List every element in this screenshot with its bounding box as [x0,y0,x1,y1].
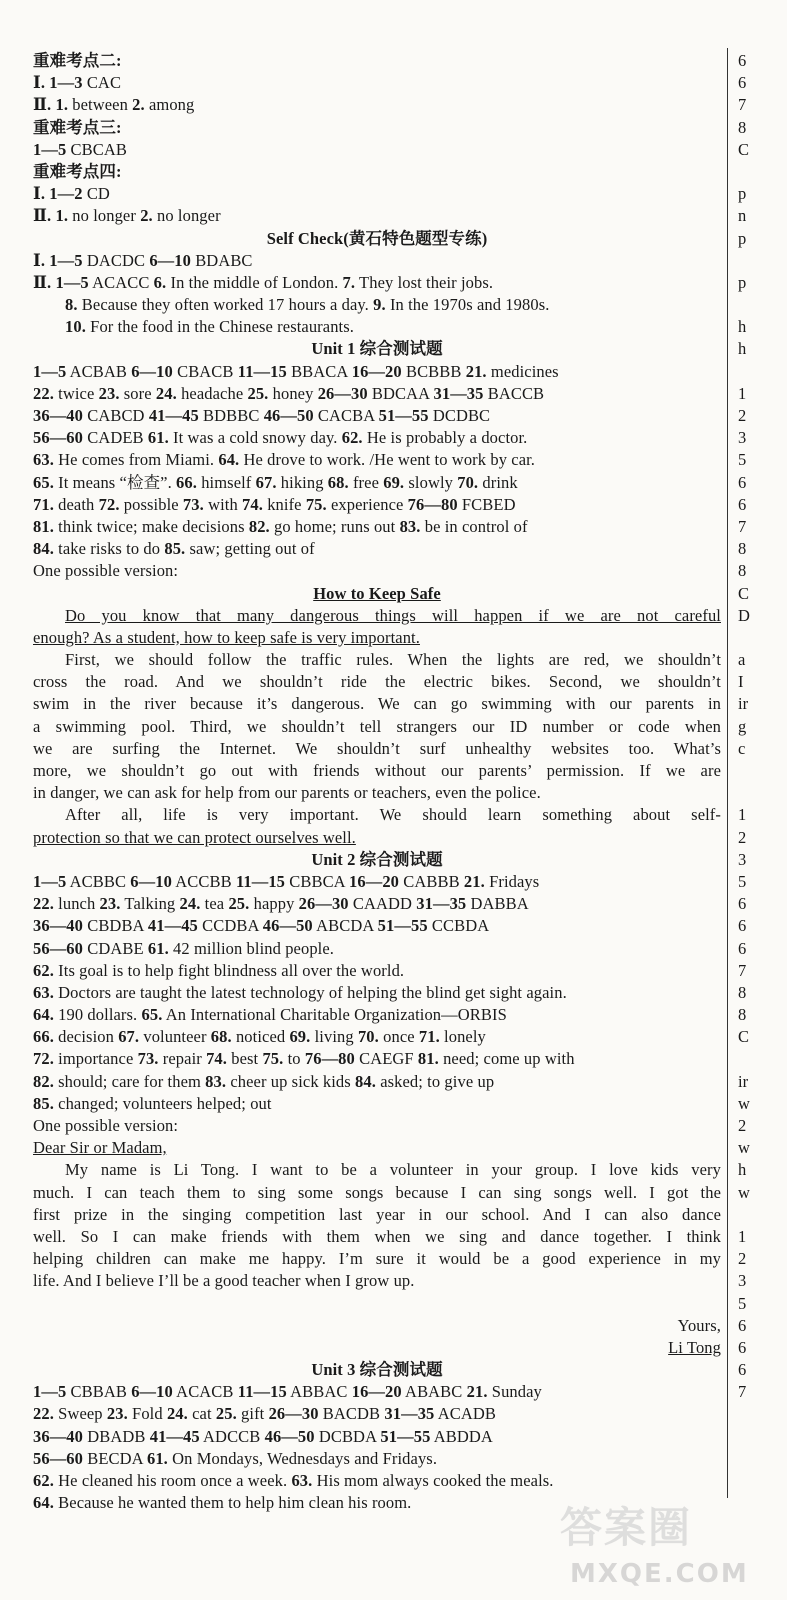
answer-line: 1—5 ACBAB 6—10 CBACB 11—15 BBACA 16—20 BCBBB 21. medicines [33,361,559,381]
edge-fragment: 6 [738,916,747,936]
answer-line: 84. take risks to do 85. saw; getting out of [33,539,315,559]
edge-fragment: a [738,650,746,670]
answer-line: helping children can make me happy. I’m sure it would be a good experience in my [33,1249,721,1269]
edge-fragment: 6 [738,894,747,914]
answer-line: 重难考点二: [33,51,122,70]
edge-fragment: 5 [738,450,747,470]
edge-fragment: 6 [738,51,747,70]
edge-fragment: C [738,583,750,603]
edge-fragment [738,294,787,316]
answer-line: 85. changed; volunteers helped; out [33,1093,272,1113]
answer-line: One possible version: [33,561,179,581]
answer-line: 64. 190 dollars. 65. An International Charitable Organization—ORBIS [33,1005,507,1025]
answer-line: 62. Its goal is to help fight blindness all over the world. [33,960,405,980]
edge-fragment: 1 [738,383,747,403]
answer-line: One possible version: [33,1116,179,1135]
answer-line: 36—40 CBDBA 41—45 CCDBA 46—50 ABCDA 51—55 CCBDA [33,916,490,936]
answer-line: 22. twice 23. sore 24. headache 25. honey 26—30 BDCAA 31—35 BACCB [33,383,545,403]
answer-line: 82. should; care for them 83. cheer up sick kids 84. asked; to give up [33,1071,495,1091]
edge-fragment: h [738,317,747,337]
edge-fragment: 2 [738,1116,747,1135]
answer-line: 64. Because he wanted them to help him clean his room. [33,1493,412,1513]
answer-line: 63. He comes from Miami. 64. He drove to work. /He went to work by car. [33,450,536,470]
edge-fragment: h [738,1160,747,1180]
answer-line: Ⅱ. 1—5 ACACC 6. In the middle of London. 7. They lost their jobs. [33,272,494,292]
edge-fragment: 2 [738,827,747,847]
edge-fragment: 7 [738,1382,747,1402]
edge-fragment: 6 [738,1360,747,1380]
watermark-logo: 答案圈 [560,1503,693,1552]
answer-line: 65. It means “检查”. 66. himself 67. hiking 68. free 69. slowly 70. drink [33,472,518,492]
answer-line: Ⅱ. 1. no longer 2. no longer [33,206,221,226]
answer-line: 22. Sweep 23. Fold 24. cat 25. gift 26—30 BACDB 31—35 ACADB [33,1404,496,1424]
edge-fragment: 8 [738,117,747,137]
answer-line: My name is Li Tong. I want to be a volunteer in your group. I love kids very [65,1160,721,1180]
edge-fragment: 6 [738,1337,747,1357]
edge-fragment [738,1048,787,1070]
edge-fragment: n [738,206,747,226]
edge-fragment: w [738,1093,750,1113]
edge-fragment [738,250,787,272]
answer-line: Yours, [677,1315,721,1335]
edge-fragment: 3 [738,1271,747,1291]
edge-fragment: 7 [738,95,747,115]
answer-line: Ⅰ. 1—5 DACDC 6—10 BDABC [33,250,253,270]
answer-line: After all, life is very important. We should learn something about self- [65,805,721,825]
answer-line: 1—5 ACBBC 6—10 ACCBB 11—15 CBBCA 16—20 CABBB 21. Fridays [33,871,540,891]
edge-fragment: 8 [738,982,747,1002]
adjacent-column-edge [738,50,787,1403]
answer-line: 1—5 CBCAB [33,139,127,159]
answer-line: 36—40 DBADB 41—45 ADCCB 46—50 DCBDA 51—55 ABDDA [33,1426,493,1446]
edge-fragment: 8 [738,1005,747,1025]
edge-fragment: 8 [738,539,747,559]
answer-line: 22. lunch 23. Talking 24. tea 25. happy 26—30 CAADD 31—35 DABBA [33,894,529,914]
edge-fragment: g [738,716,747,736]
edge-fragment: C [738,1027,750,1047]
answer-line: Ⅰ. 1—2 CD [33,184,110,204]
edge-fragment: 5 [738,1293,747,1313]
edge-fragment: I [738,672,744,692]
answer-line: First, we should follow the traffic rules. When the lights are red, we shouldn’t [65,650,721,670]
answer-line: 72. importance 73. repair 74. best 75. to 76—80 CAEGF 81. need; come up with [33,1049,575,1069]
edge-fragment: 3 [738,849,747,869]
answer-line: Self Check(黄石特色题型专练) [266,228,488,248]
edge-fragment: C [738,139,750,159]
answer-line: swim in the river because it’s dangerous. We can go swimming with our parents in [33,694,721,714]
answer-line: How to Keep Safe [313,583,441,603]
edge-fragment: D [738,605,750,625]
edge-fragment: 2 [738,1249,747,1269]
answer-line: in danger, we can ask for help from our parents or teachers, even the police. [33,783,541,803]
answer-line: enough? As a student, how to keep safe is very important. [33,627,420,647]
answer-line: 1—5 CBBAB 6—10 ACACB 11—15 ABBAC 16—20 ABABC 21. Sunday [33,1382,542,1402]
edge-fragment: p [738,228,747,248]
answer-line: life. And I believe I’ll be a good teacher when I grow up. [33,1271,415,1291]
answer-line: 81. think twice; make decisions 82. go home; runs out 83. be in control of [33,516,528,536]
column-divider [727,48,728,1498]
answer-line: 10. For the food in the Chinese restaurants. [65,317,354,337]
answer-line: 重难考点三: [33,117,122,137]
edge-fragment: 6 [738,472,747,492]
answer-line: well. So I can make friends with them when we sing and dance together. I think [33,1226,721,1246]
edge-fragment: 5 [738,871,747,891]
edge-fragment: 1 [738,805,747,825]
edge-fragment: 1 [738,1226,747,1246]
answer-line: we are surfing the Internet. We shouldn’t surf unhealthy websites too. What’s [33,738,721,758]
answer-line [33,1293,721,1315]
edge-fragment: 6 [738,494,747,514]
edge-fragment: 6 [738,938,747,958]
edge-fragment: 8 [738,561,747,581]
answer-line: 36—40 CABCD 41—45 BDBBC 46—50 CACBA 51—55 DCDBC [33,406,491,425]
edge-fragment [738,1204,787,1226]
answer-line: cross the road. And we shouldn’t ride the electric bikes. Second, we shouldn’t [33,672,721,692]
edge-fragment: ir [738,1071,749,1091]
answer-line: Unit 1 综合测试题 [311,339,443,359]
watermark [560,1495,780,1595]
edge-fragment: 6 [738,73,747,93]
answer-line: much. I can teach them to sing some songs because I can sing songs well. I got the [33,1182,721,1202]
answer-line: 8. Because they often worked 17 hours a day. 9. In the 1970s and 1980s. [65,295,550,315]
edge-fragment: 3 [738,428,747,448]
answer-line: Ⅰ. 1—3 CAC [33,73,122,93]
answer-line: 63. Doctors are taught the latest technology of helping the blind get sight again. [33,982,567,1002]
answer-line: more, we shouldn’t go out with friends without our parents’ permission. If we are [33,761,721,780]
answer-line: 重难考点四: [33,161,122,181]
answer-line: Unit 2 综合测试题 [311,849,443,869]
edge-fragment: w [738,1138,750,1158]
answer-line: Unit 3 综合测试题 [311,1360,443,1380]
edge-fragment: 7 [738,960,747,980]
answer-line: Ⅱ. 1. between 2. among [33,95,195,115]
answer-line: Li Tong [668,1337,721,1357]
answer-line: 66. decision 67. volunteer 68. noticed 69. living 70. once 71. lonely [33,1027,486,1047]
edge-fragment: ir [738,694,749,714]
answer-line: protection so that we can protect ourselves well. [33,827,356,847]
answer-line: a swimming pool. Third, we shouldn’t tell strangers our ID number or code when [33,716,721,736]
answer-line: 71. death 72. possible 73. with 74. knife 75. experience 76—80 FCBED [33,494,516,514]
edge-fragment: 6 [738,1315,747,1335]
answer-line: first prize in the singing competition last year in our school. And I can also dance [33,1204,721,1224]
edge-fragment [738,361,787,383]
answer-line: Do you know that many dangerous things will happen if we are not careful [65,605,721,625]
edge-fragment: 2 [738,406,747,425]
answer-column [33,50,721,1514]
watermark-site: MXQE.COM [570,1559,749,1589]
edge-fragment: p [738,272,747,292]
edge-fragment [738,161,787,183]
edge-fragment [738,782,787,804]
answer-line: 56—60 CDABE 61. 42 million blind people. [33,938,335,958]
answer-line: 62. He cleaned his room once a week. 63. His mom always cooked the meals. [33,1471,554,1490]
edge-fragment: 7 [738,516,747,536]
edge-fragment: p [738,184,747,204]
edge-fragment [738,627,787,649]
edge-fragment: w [738,1182,750,1202]
edge-fragment: h [738,339,747,359]
edge-fragment [738,760,787,782]
answer-line: Dear Sir or Madam, [33,1138,167,1158]
answer-line: 56—60 BECDA 61. On Mondays, Wednesdays and Fridays. [33,1448,438,1468]
answer-line: 56—60 CADEB 61. It was a cold snowy day. 62. He is probably a doctor. [33,428,528,448]
edge-fragment: c [738,738,746,758]
